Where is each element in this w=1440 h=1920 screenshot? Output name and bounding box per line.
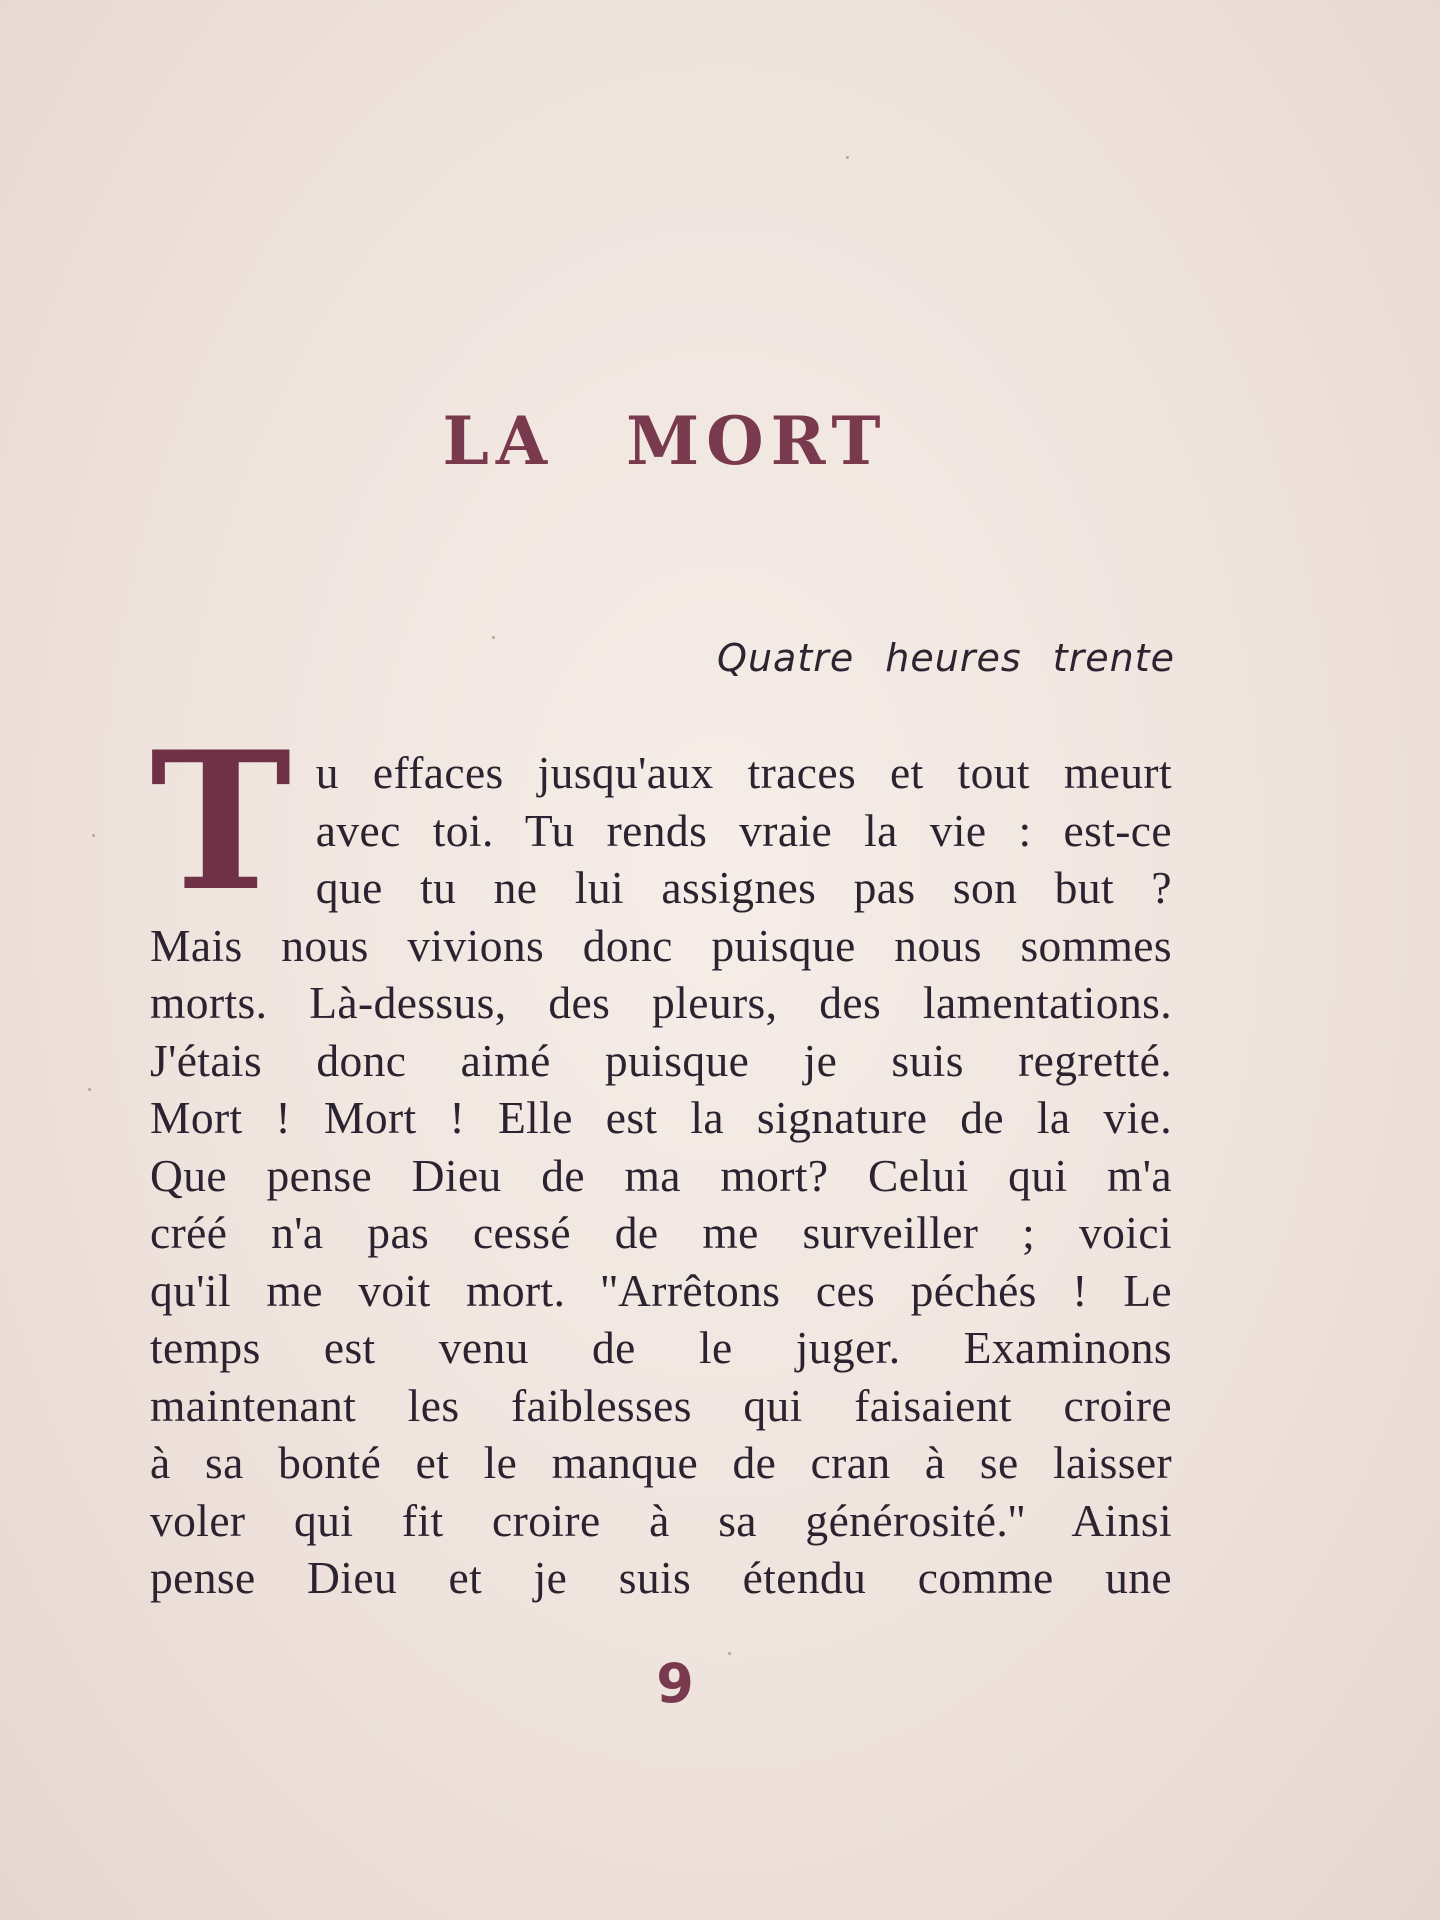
text-line: que tu ne lui assignes pas son but ? <box>315 862 1172 913</box>
chapter-title: LA MORT <box>442 402 888 480</box>
paper-speck <box>846 156 849 159</box>
text-line: pense Dieu et je suis étendu comme une <box>150 1552 1172 1603</box>
text-line: avec toi. Tu rends vraie la vie : est-ce <box>315 804 1172 856</box>
body-paragraph <box>150 710 1172 1607</box>
text-line: Mais nous vivions donc puisque nous sommes <box>150 919 1172 971</box>
chapter-subtitle: Quatre heures trente <box>717 636 1175 680</box>
text-line: maintenant les faiblesses qui faisaient croire <box>150 1379 1172 1431</box>
text-line: morts. Là-dessus, des pleurs, des lamentations. <box>150 977 1172 1028</box>
paper-speck <box>492 636 495 639</box>
drop-cap: T <box>150 710 292 933</box>
text-line: à sa bonté et le manque de cran à se laisser <box>150 1437 1172 1488</box>
text-line: qu'il me voit mort. ''Arrêtons ces péchés ! Le <box>150 1264 1172 1316</box>
text-line: voler qui fit croire à sa générosité.'' Ainsi <box>150 1494 1172 1546</box>
text-line: temps est venu de le juger. Examinons <box>150 1322 1172 1373</box>
text-line: Que pense Dieu de ma mort? Celui qui m'a <box>150 1149 1172 1201</box>
text-line: créé n'a pas cessé de me surveiller ; voici <box>150 1207 1172 1258</box>
text-line: Mort ! Mort ! Elle est la signature de la vie. <box>150 1092 1172 1143</box>
text-line: u effaces jusqu'aux traces et tout meurt <box>315 747 1172 798</box>
paper-speck <box>88 1088 91 1091</box>
page-number: 9 <box>656 1652 694 1715</box>
text-line: J'étais donc aimé puisque je suis regretté. <box>150 1034 1172 1086</box>
paper-speck <box>92 834 95 837</box>
